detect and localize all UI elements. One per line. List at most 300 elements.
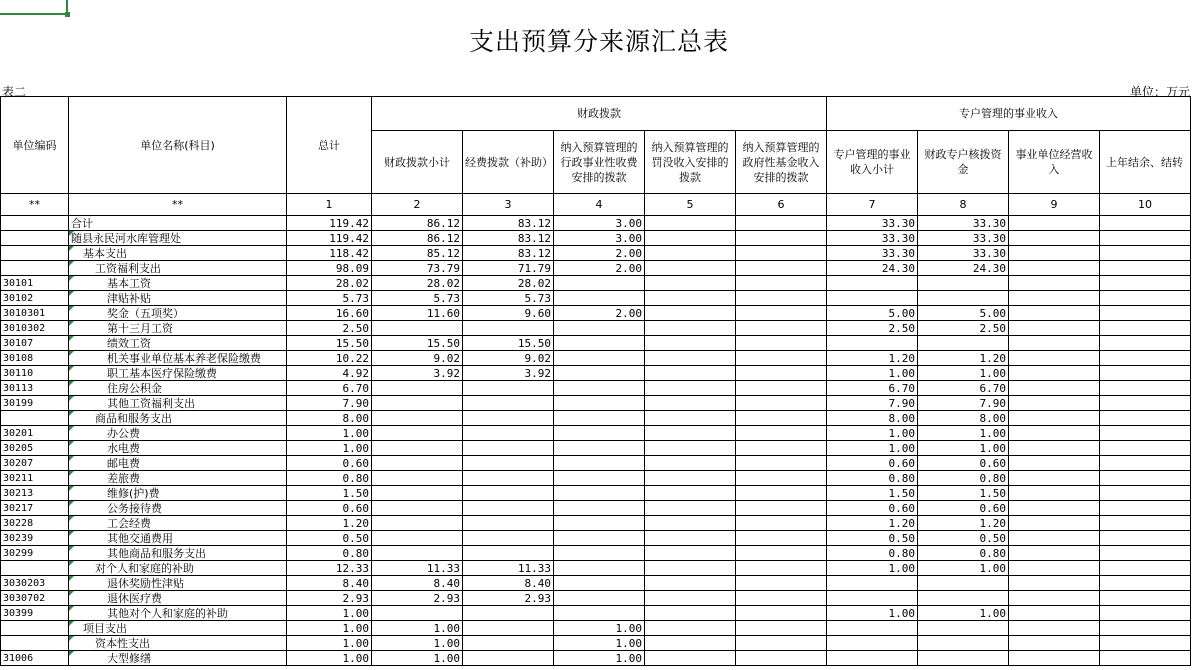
- cell-value[interactable]: 33.30: [827, 231, 918, 246]
- cell-value[interactable]: 1.00: [827, 426, 918, 441]
- cell-value[interactable]: 33.30: [918, 216, 1009, 231]
- cell-value[interactable]: [736, 396, 827, 411]
- cell-value[interactable]: 2.00: [554, 261, 645, 276]
- cell-code[interactable]: [1, 636, 69, 651]
- cell-value[interactable]: 1.00: [287, 636, 372, 651]
- cell-name[interactable]: [69, 561, 287, 576]
- cell-value[interactable]: [463, 381, 554, 396]
- cell-value[interactable]: [645, 411, 736, 426]
- cell-code[interactable]: 30205: [1, 441, 69, 456]
- cell-value[interactable]: [1009, 501, 1100, 516]
- cell-value[interactable]: [827, 276, 918, 291]
- cell-code[interactable]: 30211: [1, 471, 69, 486]
- cell-value[interactable]: [554, 456, 645, 471]
- cell-value[interactable]: [645, 231, 736, 246]
- cell-value[interactable]: [1009, 561, 1100, 576]
- header-col[interactable]: 经费拨款（补助）: [463, 131, 554, 194]
- cell-code[interactable]: 3030702: [1, 591, 69, 606]
- cell-value[interactable]: [554, 426, 645, 441]
- cell-value[interactable]: [736, 561, 827, 576]
- cell-value[interactable]: 28.02: [372, 276, 463, 291]
- cell-name[interactable]: [69, 636, 287, 651]
- cell-value[interactable]: [645, 396, 736, 411]
- cell-value[interactable]: [736, 576, 827, 591]
- cell-value[interactable]: 6.70: [287, 381, 372, 396]
- cell-value[interactable]: [645, 471, 736, 486]
- cell-value[interactable]: [1100, 591, 1191, 606]
- cell-value[interactable]: 5.73: [287, 291, 372, 306]
- cell-value[interactable]: 1.00: [827, 441, 918, 456]
- cell-value[interactable]: [1009, 366, 1100, 381]
- cell-name[interactable]: [69, 501, 287, 516]
- cell-value[interactable]: [736, 471, 827, 486]
- cell-name[interactable]: [69, 546, 287, 561]
- cell-value[interactable]: 11.60: [372, 306, 463, 321]
- cell-value[interactable]: [372, 411, 463, 426]
- cell-value[interactable]: 1.00: [827, 366, 918, 381]
- cell-value[interactable]: [1100, 291, 1191, 306]
- cell-value[interactable]: 1.20: [918, 351, 1009, 366]
- cell-value[interactable]: [827, 291, 918, 306]
- cell-code[interactable]: 3010301: [1, 306, 69, 321]
- cell-value[interactable]: [554, 381, 645, 396]
- cell-value[interactable]: [736, 246, 827, 261]
- cell-value[interactable]: 1.50: [918, 486, 1009, 501]
- cell-value[interactable]: [645, 261, 736, 276]
- cell-value[interactable]: 0.60: [918, 456, 1009, 471]
- cell-value[interactable]: [736, 531, 827, 546]
- cell-name[interactable]: [69, 231, 287, 246]
- cell-name[interactable]: [69, 396, 287, 411]
- cell-value[interactable]: [372, 321, 463, 336]
- cell-value[interactable]: [554, 336, 645, 351]
- cell-value[interactable]: [463, 471, 554, 486]
- cell-name[interactable]: [69, 486, 287, 501]
- cell-name[interactable]: [69, 576, 287, 591]
- cell-value[interactable]: [1100, 501, 1191, 516]
- cell-value[interactable]: [918, 576, 1009, 591]
- cell-value[interactable]: [645, 621, 736, 636]
- cell-code[interactable]: [1, 621, 69, 636]
- cell-name[interactable]: [69, 516, 287, 531]
- cell-value[interactable]: [736, 216, 827, 231]
- cell-value[interactable]: 1.00: [918, 441, 1009, 456]
- cell-value[interactable]: [1100, 561, 1191, 576]
- cell-code[interactable]: 30110: [1, 366, 69, 381]
- cell-value[interactable]: [372, 471, 463, 486]
- cell-value[interactable]: [463, 516, 554, 531]
- column-marker[interactable]: **: [69, 194, 287, 216]
- cell-value[interactable]: [1100, 546, 1191, 561]
- cell-value[interactable]: [736, 366, 827, 381]
- cell-name[interactable]: [69, 411, 287, 426]
- cell-value[interactable]: 8.40: [463, 576, 554, 591]
- cell-value[interactable]: [918, 291, 1009, 306]
- cell-value[interactable]: 1.50: [287, 486, 372, 501]
- cell-value[interactable]: [1009, 576, 1100, 591]
- cell-value[interactable]: [736, 351, 827, 366]
- cell-value[interactable]: [463, 621, 554, 636]
- cell-code[interactable]: 30101: [1, 276, 69, 291]
- header-total[interactable]: 总计: [287, 97, 372, 194]
- cell-name[interactable]: [69, 246, 287, 261]
- cell-value[interactable]: [1009, 486, 1100, 501]
- cell-value[interactable]: [463, 321, 554, 336]
- cell-value[interactable]: [463, 426, 554, 441]
- cell-value[interactable]: 1.00: [372, 636, 463, 651]
- cell-value[interactable]: 83.12: [463, 216, 554, 231]
- cell-name[interactable]: [69, 591, 287, 606]
- cell-value[interactable]: 33.30: [827, 246, 918, 261]
- cell-value[interactable]: [1100, 321, 1191, 336]
- cell-code[interactable]: 30228: [1, 516, 69, 531]
- cell-value[interactable]: 33.30: [918, 231, 1009, 246]
- cell-value[interactable]: [645, 366, 736, 381]
- column-marker[interactable]: 5: [645, 194, 736, 216]
- cell-value[interactable]: 1.00: [287, 621, 372, 636]
- cell-code[interactable]: 30399: [1, 606, 69, 621]
- cell-value[interactable]: 6.70: [827, 381, 918, 396]
- cell-value[interactable]: 1.00: [827, 561, 918, 576]
- cell-value[interactable]: 2.50: [287, 321, 372, 336]
- cell-value[interactable]: [372, 441, 463, 456]
- cell-value[interactable]: [736, 546, 827, 561]
- cell-value[interactable]: [372, 381, 463, 396]
- cell-value[interactable]: [1009, 621, 1100, 636]
- cell-value[interactable]: [1009, 396, 1100, 411]
- cell-value[interactable]: 1.00: [287, 426, 372, 441]
- cell-value[interactable]: 15.50: [463, 336, 554, 351]
- cell-value[interactable]: [1100, 516, 1191, 531]
- cell-value[interactable]: 33.30: [918, 246, 1009, 261]
- cell-value[interactable]: [463, 456, 554, 471]
- cell-value[interactable]: [1009, 261, 1100, 276]
- cell-value[interactable]: [1100, 216, 1191, 231]
- cell-value[interactable]: [554, 291, 645, 306]
- cell-value[interactable]: 15.50: [372, 336, 463, 351]
- cell-value[interactable]: [1009, 606, 1100, 621]
- cell-value[interactable]: [736, 591, 827, 606]
- cell-value[interactable]: [1009, 411, 1100, 426]
- cell-value[interactable]: [1009, 456, 1100, 471]
- cell-value[interactable]: [645, 216, 736, 231]
- cell-value[interactable]: 7.90: [827, 396, 918, 411]
- cell-value[interactable]: [1100, 441, 1191, 456]
- cell-value[interactable]: 12.33: [287, 561, 372, 576]
- cell-value[interactable]: 15.50: [287, 336, 372, 351]
- cell-value[interactable]: 9.60: [463, 306, 554, 321]
- column-marker[interactable]: 1: [287, 194, 372, 216]
- cell-value[interactable]: [1100, 456, 1191, 471]
- cell-value[interactable]: [1100, 606, 1191, 621]
- cell-value[interactable]: 1.00: [554, 651, 645, 666]
- cell-value[interactable]: 83.12: [463, 246, 554, 261]
- cell-value[interactable]: 1.50: [827, 486, 918, 501]
- cell-value[interactable]: 1.00: [827, 606, 918, 621]
- cell-name[interactable]: [69, 306, 287, 321]
- cell-value[interactable]: [1009, 531, 1100, 546]
- cell-value[interactable]: [645, 456, 736, 471]
- cell-value[interactable]: 118.42: [287, 246, 372, 261]
- cell-value[interactable]: 8.00: [827, 411, 918, 426]
- cell-value[interactable]: [372, 396, 463, 411]
- cell-value[interactable]: [554, 366, 645, 381]
- cell-value[interactable]: [918, 651, 1009, 666]
- cell-value[interactable]: [645, 531, 736, 546]
- cell-value[interactable]: [463, 651, 554, 666]
- cell-value[interactable]: 10.22: [287, 351, 372, 366]
- cell-value[interactable]: 2.50: [827, 321, 918, 336]
- cell-value[interactable]: 0.50: [918, 531, 1009, 546]
- cell-value[interactable]: [554, 546, 645, 561]
- header-col[interactable]: 上年结余、结转: [1100, 131, 1191, 194]
- cell-name[interactable]: [69, 336, 287, 351]
- cell-value[interactable]: [1100, 276, 1191, 291]
- cell-value[interactable]: [736, 336, 827, 351]
- cell-value[interactable]: [645, 351, 736, 366]
- cell-code[interactable]: 30213: [1, 486, 69, 501]
- cell-value[interactable]: 0.80: [827, 471, 918, 486]
- cell-value[interactable]: 0.50: [287, 531, 372, 546]
- cell-value[interactable]: [645, 441, 736, 456]
- cell-name[interactable]: [69, 621, 287, 636]
- cell-value[interactable]: 0.80: [918, 471, 1009, 486]
- cell-value[interactable]: [736, 426, 827, 441]
- cell-value[interactable]: [1100, 636, 1191, 651]
- header-col[interactable]: 专户管理的事业收入小计: [827, 131, 918, 194]
- cell-value[interactable]: 0.80: [287, 546, 372, 561]
- cell-value[interactable]: 2.93: [287, 591, 372, 606]
- header-name[interactable]: 单位名称(科目): [69, 97, 287, 194]
- cell-name[interactable]: [69, 366, 287, 381]
- cell-value[interactable]: 1.00: [372, 651, 463, 666]
- cell-value[interactable]: 71.79: [463, 261, 554, 276]
- cell-value[interactable]: 0.80: [287, 471, 372, 486]
- cell-value[interactable]: [645, 561, 736, 576]
- cell-value[interactable]: 2.93: [372, 591, 463, 606]
- cell-value[interactable]: 8.40: [287, 576, 372, 591]
- cell-value[interactable]: 1.20: [827, 516, 918, 531]
- cell-value[interactable]: 0.80: [918, 546, 1009, 561]
- cell-value[interactable]: [463, 531, 554, 546]
- cell-value[interactable]: [554, 276, 645, 291]
- cell-value[interactable]: [463, 396, 554, 411]
- cell-value[interactable]: [1009, 546, 1100, 561]
- cell-code[interactable]: 30201: [1, 426, 69, 441]
- cell-value[interactable]: [554, 471, 645, 486]
- cell-value[interactable]: [1009, 246, 1100, 261]
- cell-value[interactable]: 5.00: [918, 306, 1009, 321]
- cell-value[interactable]: [1009, 321, 1100, 336]
- cell-value[interactable]: [1100, 396, 1191, 411]
- cell-value[interactable]: 7.90: [287, 396, 372, 411]
- cell-value[interactable]: 0.60: [827, 456, 918, 471]
- cell-value[interactable]: [736, 651, 827, 666]
- cell-value[interactable]: 1.20: [918, 516, 1009, 531]
- cell-value[interactable]: 9.02: [372, 351, 463, 366]
- header-group-special[interactable]: 专户管理的事业收入: [827, 97, 1191, 131]
- cell-value[interactable]: 33.30: [827, 216, 918, 231]
- cell-value[interactable]: [736, 456, 827, 471]
- cell-value[interactable]: [827, 591, 918, 606]
- cell-value[interactable]: [736, 636, 827, 651]
- cell-value[interactable]: [463, 486, 554, 501]
- cell-name[interactable]: [69, 441, 287, 456]
- cell-value[interactable]: [736, 381, 827, 396]
- cell-value[interactable]: 0.60: [918, 501, 1009, 516]
- cell-value[interactable]: [1009, 336, 1100, 351]
- cell-value[interactable]: [554, 606, 645, 621]
- cell-value[interactable]: [1009, 636, 1100, 651]
- cell-value[interactable]: [736, 516, 827, 531]
- cell-value[interactable]: [1009, 291, 1100, 306]
- cell-value[interactable]: [1009, 516, 1100, 531]
- cell-value[interactable]: 8.00: [918, 411, 1009, 426]
- header-group-fiscal[interactable]: 财政拨款: [372, 97, 827, 131]
- cell-value[interactable]: [736, 291, 827, 306]
- cell-name[interactable]: [69, 276, 287, 291]
- cell-code[interactable]: [1, 561, 69, 576]
- cell-value[interactable]: [1009, 651, 1100, 666]
- selected-cell-indicator[interactable]: [0, 0, 68, 15]
- cell-value[interactable]: 119.42: [287, 216, 372, 231]
- cell-value[interactable]: [918, 336, 1009, 351]
- cell-value[interactable]: 1.00: [554, 636, 645, 651]
- cell-value[interactable]: [1100, 426, 1191, 441]
- column-marker[interactable]: 8: [918, 194, 1009, 216]
- cell-value[interactable]: 1.20: [827, 351, 918, 366]
- header-col[interactable]: 纳入预算管理的罚没收入安排的拨款: [645, 131, 736, 194]
- cell-name[interactable]: [69, 471, 287, 486]
- column-marker[interactable]: **: [1, 194, 69, 216]
- cell-name[interactable]: [69, 261, 287, 276]
- cell-name[interactable]: [69, 321, 287, 336]
- cell-value[interactable]: [372, 516, 463, 531]
- cell-value[interactable]: 1.00: [918, 606, 1009, 621]
- cell-value[interactable]: 3.92: [372, 366, 463, 381]
- cell-name[interactable]: [69, 606, 287, 621]
- cell-value[interactable]: 6.70: [918, 381, 1009, 396]
- cell-value[interactable]: [554, 351, 645, 366]
- cell-value[interactable]: [1009, 231, 1100, 246]
- cell-value[interactable]: [554, 396, 645, 411]
- column-marker[interactable]: 4: [554, 194, 645, 216]
- cell-value[interactable]: [1100, 651, 1191, 666]
- cell-value[interactable]: 2.00: [554, 306, 645, 321]
- cell-value[interactable]: 0.60: [287, 456, 372, 471]
- cell-value[interactable]: 1.00: [287, 606, 372, 621]
- cell-name[interactable]: [69, 381, 287, 396]
- column-marker[interactable]: 6: [736, 194, 827, 216]
- cell-code[interactable]: 30107: [1, 336, 69, 351]
- cell-value[interactable]: 28.02: [287, 276, 372, 291]
- cell-value[interactable]: 2.93: [463, 591, 554, 606]
- cell-value[interactable]: 2.00: [554, 246, 645, 261]
- cell-value[interactable]: [827, 636, 918, 651]
- cell-value[interactable]: [372, 426, 463, 441]
- cell-value[interactable]: [645, 606, 736, 621]
- cell-value[interactable]: [645, 636, 736, 651]
- cell-code[interactable]: 30102: [1, 291, 69, 306]
- cell-value[interactable]: [918, 636, 1009, 651]
- cell-value[interactable]: [827, 336, 918, 351]
- cell-value[interactable]: [1100, 366, 1191, 381]
- cell-value[interactable]: 11.33: [372, 561, 463, 576]
- cell-value[interactable]: 73.79: [372, 261, 463, 276]
- cell-value[interactable]: [645, 426, 736, 441]
- cell-value[interactable]: [645, 576, 736, 591]
- cell-value[interactable]: [645, 336, 736, 351]
- cell-value[interactable]: [827, 576, 918, 591]
- cell-value[interactable]: [736, 411, 827, 426]
- cell-value[interactable]: [1100, 306, 1191, 321]
- cell-value[interactable]: [554, 501, 645, 516]
- column-marker[interactable]: 9: [1009, 194, 1100, 216]
- cell-value[interactable]: 1.00: [918, 426, 1009, 441]
- cell-value[interactable]: [554, 516, 645, 531]
- cell-code[interactable]: [1, 411, 69, 426]
- cell-value[interactable]: 3.00: [554, 216, 645, 231]
- cell-value[interactable]: 5.73: [372, 291, 463, 306]
- column-marker[interactable]: 7: [827, 194, 918, 216]
- cell-value[interactable]: 0.60: [287, 501, 372, 516]
- cell-code[interactable]: [1, 216, 69, 231]
- cell-value[interactable]: [918, 276, 1009, 291]
- cell-value[interactable]: 0.80: [827, 546, 918, 561]
- cell-value[interactable]: [736, 261, 827, 276]
- cell-value[interactable]: 4.92: [287, 366, 372, 381]
- cell-value[interactable]: 1.00: [287, 651, 372, 666]
- header-col[interactable]: 纳入预算管理的行政事业性收费安排的拨款: [554, 131, 645, 194]
- cell-value[interactable]: [554, 321, 645, 336]
- cell-name[interactable]: [69, 216, 287, 231]
- cell-code[interactable]: 3030203: [1, 576, 69, 591]
- cell-value[interactable]: 3.92: [463, 366, 554, 381]
- cell-code[interactable]: 30299: [1, 546, 69, 561]
- cell-value[interactable]: 2.50: [918, 321, 1009, 336]
- cell-value[interactable]: [554, 561, 645, 576]
- cell-value[interactable]: [645, 501, 736, 516]
- column-marker[interactable]: 2: [372, 194, 463, 216]
- cell-value[interactable]: [645, 321, 736, 336]
- cell-value[interactable]: [463, 411, 554, 426]
- cell-code[interactable]: 30113: [1, 381, 69, 396]
- cell-value[interactable]: [463, 606, 554, 621]
- header-col[interactable]: 纳入预算管理的政府性基金收入安排的拨款: [736, 131, 827, 194]
- cell-name[interactable]: [69, 531, 287, 546]
- cell-value[interactable]: 1.20: [287, 516, 372, 531]
- cell-value[interactable]: 8.00: [287, 411, 372, 426]
- cell-value[interactable]: [645, 516, 736, 531]
- header-col[interactable]: 财政专户核拨资金: [918, 131, 1009, 194]
- cell-value[interactable]: 24.30: [918, 261, 1009, 276]
- cell-value[interactable]: [372, 456, 463, 471]
- cell-value[interactable]: 85.12: [372, 246, 463, 261]
- header-col[interactable]: 事业单位经营收入: [1009, 131, 1100, 194]
- cell-value[interactable]: 7.90: [918, 396, 1009, 411]
- cell-value[interactable]: 1.00: [372, 621, 463, 636]
- cell-value[interactable]: 5.73: [463, 291, 554, 306]
- cell-value[interactable]: [463, 501, 554, 516]
- cell-value[interactable]: 8.40: [372, 576, 463, 591]
- cell-code[interactable]: 31006: [1, 651, 69, 666]
- cell-value[interactable]: [1100, 486, 1191, 501]
- cell-value[interactable]: [372, 546, 463, 561]
- cell-value[interactable]: [1009, 276, 1100, 291]
- cell-value[interactable]: 28.02: [463, 276, 554, 291]
- cell-value[interactable]: 86.12: [372, 231, 463, 246]
- cell-value[interactable]: [1100, 231, 1191, 246]
